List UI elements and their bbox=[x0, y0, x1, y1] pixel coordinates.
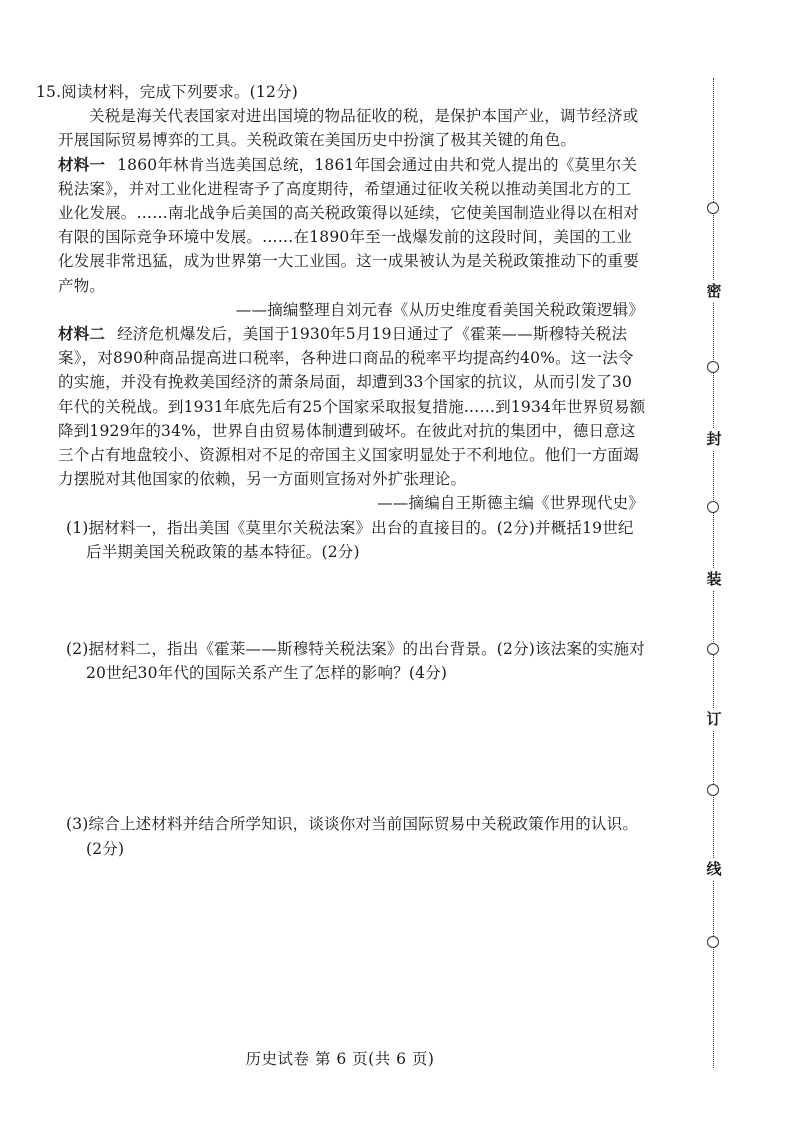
material-1-text: 1860年林肯当选美国总统，1861年国会通过由共和党人提出的《莫里尔关税法案》，并对工业化进程寄予了高度期待，希望通过征收关税以推动美国北方的工业化发展。……南北战争后美国的高关税政策得以延续，它使美国制造业得以在相对有限的国际竞争环境中发展。……在1890年至一战爆发前的这段时间，美国的工业化发展非常迅猛，成为世界第一大工业国。这一成果被认为是关税政策推动下的重要产物。 bbox=[58, 155, 639, 295]
binding-char-zhuang: 装 bbox=[703, 568, 725, 590]
binding-hole-icon bbox=[707, 643, 719, 655]
sub-question-3: (3)综合上述材料并结合所学知识，谈谈你对当前国际贸易中关税政策作用的认识。(2分) bbox=[66, 815, 639, 858]
sub-question-2: (2)据材料二，指出《霍莱——斯穆特关税法案》的出台背景。(2分)该法案的实施对20世纪30年代的国际关系产生了怎样的影响？(4分) bbox=[66, 640, 645, 683]
material-1 bbox=[36, 153, 646, 298]
question-title: 15.阅读材料，完成下列要求。(12分) bbox=[36, 83, 298, 101]
material-2-source: ——摘编自王斯德主编《世界现代史》 bbox=[377, 494, 644, 513]
binding-hole-icon bbox=[707, 202, 719, 214]
material-2-label: 材料二 bbox=[58, 324, 106, 344]
question-15 bbox=[36, 80, 646, 988]
material-2-text: 经济危机爆发后，美国于1930年5月19日通过了《霍莱——斯穆特关税法案》，对890种商品提高进口税率，各种进口商品的税率平均提高约40%。这一法令的实施，并没有挽救美国经济的萧条局面，却遭到33个国家的抗议，从而引发了30年代的关税战。到1931年底先后有25个国家采取报复措施……到1934年世界贸易额降到1929年的34%，世界自由贸易体制遭到破坏。在彼此对抗的集团中，德日意这三个占有地盘较小、资源相对不足的帝国主义国家明显处于不利地位。他们一方面竭力摆脱对其他国家的依赖，另一方面则宣扬对外扩张理论。 bbox=[58, 325, 646, 489]
binding-char-ding: 订 bbox=[703, 708, 725, 730]
binding-hole-icon bbox=[707, 361, 719, 373]
answer-space-2[interactable] bbox=[36, 685, 646, 812]
binding-char-feng: 封 bbox=[703, 428, 725, 450]
page-footer: 历史试卷 第 6 页(共 6 页) bbox=[245, 1050, 435, 1068]
question-intro: 关税是海关代表国家对进出国境的物品征收的税，是保护本国产业，调节经济或开展国际贸易博弈的工具。关税政策在美国历史中扮演了极其关键的角色。 bbox=[58, 107, 639, 150]
material-1-source: ——摘编整理自刘元春《从历史维度看美国关税政策逻辑》 bbox=[235, 300, 644, 319]
binding-hole-icon bbox=[707, 501, 719, 513]
binding-char-mi: 密 bbox=[703, 280, 725, 302]
sub-question-1: (1)据材料一，指出美国《莫里尔关税法案》出台的直接目的。(2分)并概括19世纪后半期美国关税政策的基本特征。(2分) bbox=[66, 518, 634, 561]
material-1-label: 材料一 bbox=[58, 154, 106, 174]
answer-space-1[interactable] bbox=[36, 564, 646, 637]
answer-space-3[interactable] bbox=[36, 861, 646, 988]
binding-hole-icon bbox=[707, 936, 719, 948]
material-2 bbox=[36, 322, 646, 491]
binding-hole-icon bbox=[707, 784, 719, 796]
binding-line bbox=[706, 78, 722, 1068]
binding-char-xian: 线 bbox=[703, 858, 725, 880]
